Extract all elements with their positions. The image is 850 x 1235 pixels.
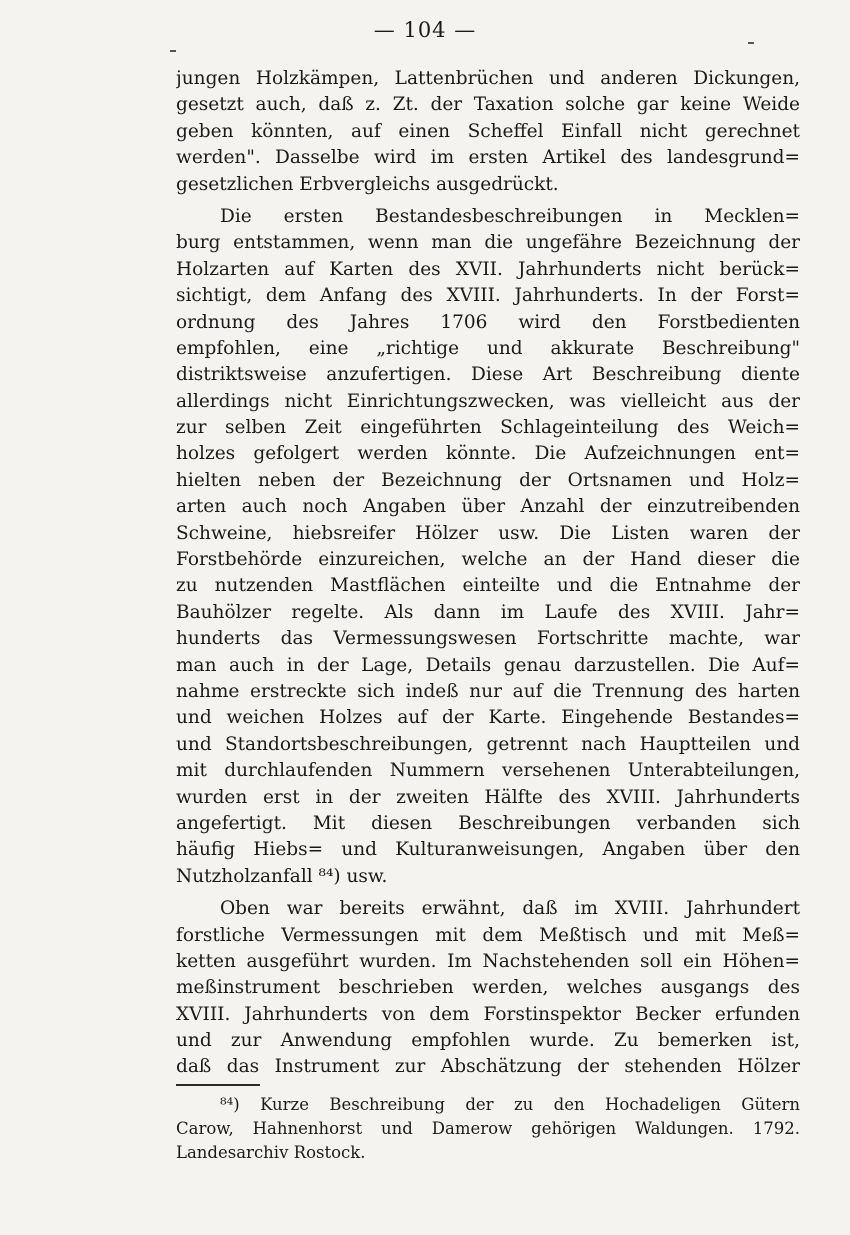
- footnote: [176, 1093, 800, 1165]
- text-line: zur selben Zeit eingeführten Schlageinteilung des Weich=: [176, 417, 800, 439]
- text-line: arten auch noch Angaben über Anzahl der einzutreibenden: [176, 496, 800, 518]
- text-line: ordnung des Jahres 1706 wird den Forstbedienten: [176, 311, 800, 333]
- text-line: hielten neben der Bezeichnung der Ortsnamen und Holz=: [176, 469, 800, 491]
- text-line: hunderts das Vermessungswesen Fortschritte machte, war: [176, 628, 800, 650]
- footnote-line: Landesarchiv Rostock.: [176, 1143, 366, 1162]
- paragraph-2: [176, 204, 800, 890]
- text-line: Holzarten auf Karten des XVII. Jahrhunderts nicht berück=: [176, 258, 800, 280]
- text-line: Die ersten Bestandesbeschreibungen in Mecklen=: [220, 205, 800, 227]
- footnote-divider: [176, 1084, 260, 1086]
- text-line: man auch in der Lage, Details genau darzustellen. Die Auf=: [176, 654, 800, 676]
- text-line: gesetzt auch, daß z. Zt. der Taxation solche gar keine Weide: [176, 94, 800, 116]
- body-text: [176, 66, 800, 1081]
- footnote-line: ⁸⁴) Kurze Beschreibung der zu den Hochadeligen Gütern: [220, 1095, 800, 1114]
- scan-speck: [170, 50, 176, 52]
- text-line: holzes gefolgert werden könnte. Die Aufzeichnungen ent=: [176, 443, 800, 465]
- text-line: distriktsweise anzufertigen. Diese Art Beschreibung diente: [176, 364, 800, 386]
- text-line: wurden erst in der zweiten Hälfte des XVIII. Jahrhunderts: [176, 786, 800, 808]
- text-line: zu nutzenden Mastflächen einteilte und die Entnahme der: [176, 575, 800, 597]
- text-line: und zur Anwendung empfohlen wurde. Zu bemerken ist,: [176, 1030, 800, 1052]
- scan-speck: [748, 42, 754, 44]
- page-number: — 104 —: [373, 18, 477, 42]
- text-line: häufig Hiebs= und Kulturanweisungen, Angaben über den: [176, 839, 800, 861]
- paragraph-1: [176, 66, 800, 198]
- text-line: sichtigt, dem Anfang des XVIII. Jahrhunderts. In der Forst=: [176, 285, 800, 307]
- text-line: ketten ausgeführt wurden. Im Nachstehenden soll ein Höhen=: [176, 950, 800, 972]
- text-line: empfohlen, eine „richtige und akkurate Beschreibung": [176, 337, 800, 359]
- text-line: Oben war bereits erwähnt, daß im XVIII. Jahrhundert: [220, 898, 800, 920]
- text-line: XVIII. Jahrhunderts von dem Forstinspektor Becker erfunden: [176, 1003, 800, 1025]
- text-line: gesetzlichen Erbvergleichs ausgedrückt.: [176, 173, 559, 195]
- text-line: Nutzholzanfall ⁸⁴) usw.: [176, 865, 388, 887]
- text-line: burg entstammen, wenn man die ungefähre Bezeichnung der: [176, 232, 800, 254]
- text-line: und Standortsbeschreibungen, getrennt nach Hauptteilen und: [176, 733, 800, 755]
- text-line: meßinstrument beschrieben werden, welches ausgangs des: [176, 977, 800, 999]
- text-line: nahme erstreckte sich indeß nur auf die Trennung des harten: [176, 680, 800, 702]
- footnote-line: Carow, Hahnenhorst und Damerow gehörigen Waldungen. 1792.: [176, 1119, 800, 1138]
- text-line: Schweine, hiebsreifer Hölzer usw. Die Listen waren der: [176, 522, 800, 544]
- text-line: geben könnten, auf einen Scheffel Einfall nicht gerechnet: [176, 120, 800, 142]
- text-line: forstliche Vermessungen mit dem Meßtisch und mit Meß=: [176, 924, 800, 946]
- text-line: daß das Instrument zur Abschätzung der stehenden Hölzer: [176, 1056, 800, 1078]
- text-line: Forstbehörde einzureichen, welche an der Hand dieser die: [176, 549, 800, 571]
- paragraph-3: [176, 896, 800, 1081]
- text-line: jungen Holzkämpen, Lattenbrüchen und anderen Dickungen,: [176, 68, 800, 89]
- text-line: angefertigt. Mit diesen Beschreibungen verbanden sich: [176, 812, 800, 834]
- text-line: und weichen Holzes auf der Karte. Eingehende Bestandes=: [176, 707, 800, 729]
- text-line: allerdings nicht Einrichtungszwecken, was vielleicht aus der: [176, 390, 800, 412]
- text-line: Bauhölzer regelte. Als dann im Laufe des XVIII. Jahr=: [176, 601, 800, 623]
- text-line: werden". Dasselbe wird im ersten Artikel des landesgrund=: [176, 147, 800, 169]
- text-line: mit durchlaufenden Nummern versehenen Unterabteilungen,: [176, 760, 800, 782]
